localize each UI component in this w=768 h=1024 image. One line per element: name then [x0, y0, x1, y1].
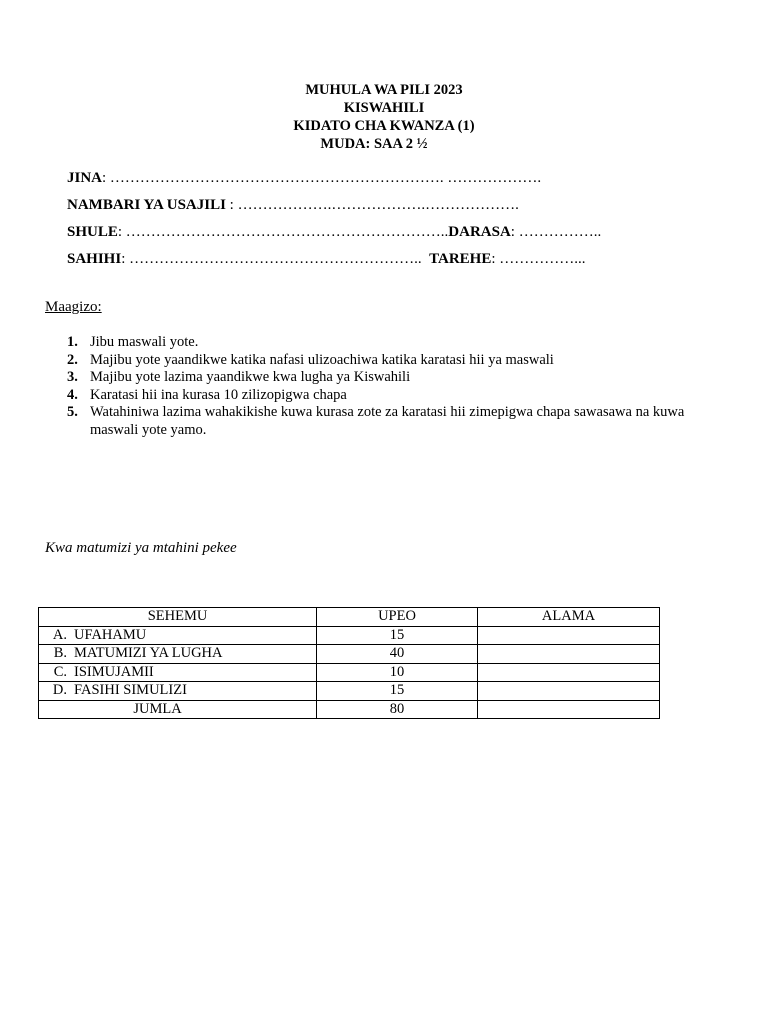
section-cell	[39, 645, 317, 664]
section-name: UFAHAMU	[74, 626, 147, 643]
class-blank: : ……………..	[510, 224, 602, 240]
instruction-number: 4.	[67, 386, 78, 403]
section-letter: D.	[52, 682, 67, 699]
form-title: KIDATO CHA KWANZA (1)	[293, 118, 475, 134]
instruction-number: 5.	[67, 404, 78, 420]
instruction-text: Majibu yote yaandikwe katika nafasi ulizoachiwa katika karatasi hii ya maswali	[90, 351, 554, 368]
school-label: SHULE	[67, 224, 118, 240]
school-class-field[interactable]	[67, 222, 717, 249]
column-header-score: ALAMA	[478, 608, 660, 627]
section-letter: B.	[53, 645, 67, 662]
section-name: FASIHI SIMULIZI	[74, 682, 187, 699]
table-row	[39, 663, 660, 682]
subject-title: KISWAHILI	[343, 100, 425, 116]
table-row	[39, 626, 660, 645]
instruction-item	[67, 334, 722, 352]
section-name: ISIMUJAMII	[74, 663, 154, 680]
signature-label: SAHIHI	[67, 251, 122, 267]
column-header-max: UPEO	[317, 608, 478, 627]
instruction-item	[67, 369, 722, 387]
instruction-number: 1.	[67, 334, 78, 350]
total-max: 80	[317, 700, 478, 719]
max-cell: 10	[317, 663, 478, 682]
registration-field[interactable]	[67, 195, 717, 222]
instruction-text: Karatasi hii ina kurasa 10 zilizopigwa chapa	[90, 386, 347, 403]
max-cell: 15	[317, 626, 478, 645]
total-label: JUMLA	[39, 700, 317, 719]
instruction-number: 3.	[67, 369, 78, 385]
name-label: JINA	[67, 170, 103, 186]
instruction-number: 2.	[67, 351, 78, 368]
instruction-text: Majibu yote lazima yaandikwe kwa lugha ya Kiswahili	[90, 369, 411, 385]
signature-date-field[interactable]	[67, 249, 717, 276]
instruction-item	[67, 352, 722, 370]
table-row	[39, 682, 660, 701]
section-cell	[39, 626, 317, 645]
name-field[interactable]	[67, 168, 717, 195]
date-label: TAREHE	[429, 251, 492, 267]
table-header-row	[39, 608, 660, 627]
section-name: MATUMIZI YA LUGHA	[74, 645, 223, 662]
max-cell: 15	[317, 682, 478, 701]
max-cell: 40	[317, 645, 478, 664]
instruction-item	[67, 404, 722, 439]
section-letter: A.	[52, 626, 67, 643]
duration-title: MUDA: SAA 2 ½	[320, 136, 428, 152]
table-row	[39, 645, 660, 664]
score-cell[interactable]	[478, 682, 660, 701]
student-details	[67, 168, 717, 276]
school-blank: : ………………………………………………………..	[117, 224, 449, 240]
date-blank: : ……………...	[491, 251, 586, 267]
section-cell	[39, 663, 317, 682]
examiner-note: Kwa matumizi ya mtahini pekee	[45, 540, 237, 556]
table-total-row	[39, 700, 660, 719]
term-title: MUHULA WA PILI 2023	[305, 82, 463, 98]
signature-blank: : …………………………………………………..	[121, 251, 430, 267]
score-cell[interactable]	[478, 645, 660, 664]
section-cell	[39, 682, 317, 701]
score-table	[38, 607, 660, 719]
instruction-text: Watahiniwa lazima wahakikishe kuwa kurasa zote za karatasi hii zimepigwa chapa sawasawa na kuwa maswali yote yamo.	[90, 404, 685, 438]
class-label: DARASA	[448, 224, 511, 240]
section-letter: C.	[53, 663, 67, 680]
exam-header	[0, 81, 768, 153]
total-score-cell[interactable]	[478, 700, 660, 719]
registration-blank: : ……………….……………….……………….	[225, 197, 519, 213]
instructions-title: Maagizo:	[45, 299, 102, 315]
registration-label: NAMBARI YA USAJILI	[67, 197, 226, 213]
instruction-item	[67, 387, 722, 405]
instruction-text: Jibu maswali yote.	[90, 334, 199, 350]
column-header-section: SEHEMU	[39, 608, 317, 627]
score-cell[interactable]	[478, 626, 660, 645]
score-cell[interactable]	[478, 663, 660, 682]
name-blank: : …………………………………………………………. ……………….	[102, 170, 542, 186]
instructions-list	[67, 334, 722, 439]
